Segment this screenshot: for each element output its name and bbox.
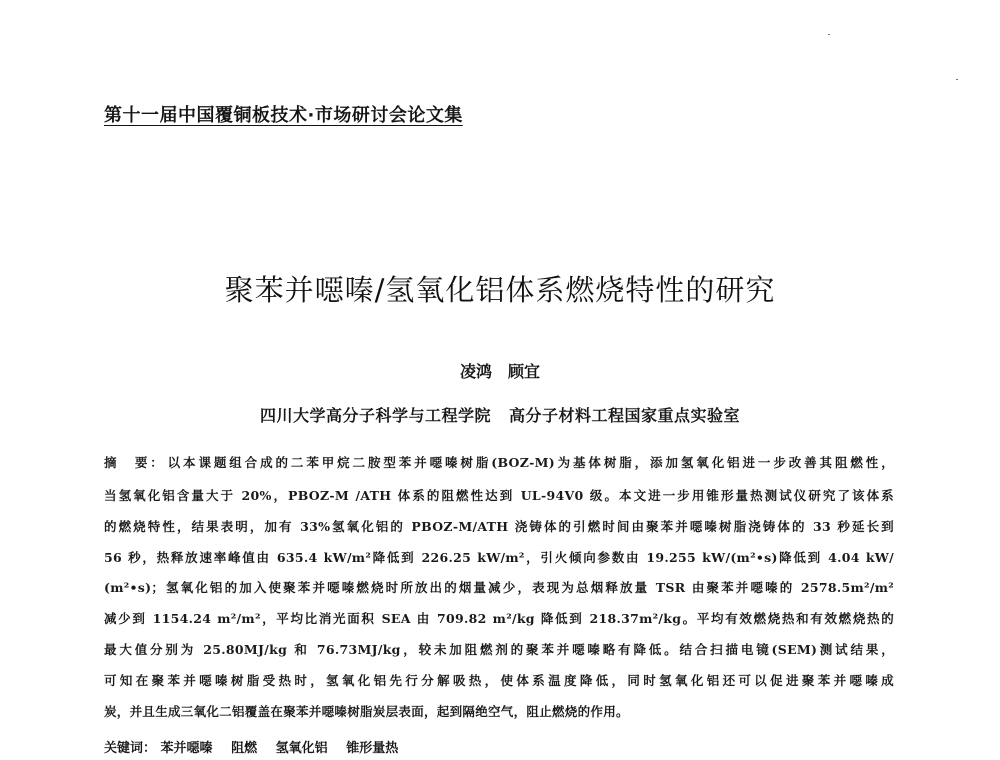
abstract-line: (m²•s)；氢氧化铝的加入使聚苯并噁嗪燃烧时所放出的烟量减少，表现为总烟释放量 TSR 由聚苯并噁嗪的 2578.5m²/m² [104,580,894,595]
abstract-line: 摘 要： 以本课题组合成的二苯甲烷二胺型苯并噁嗪树脂(BOZ-M)为基体树脂，添加氢氧化铝进一步改善其阻燃性， [104,455,894,470]
abstract-line: 56 秒，热释放速率峰值由 635.4 kW/m²降低到 226.25 kW/m²，引火倾向参数由 19.255 kW/(m²•s)降低到 4.04 kW/ [104,550,894,565]
keyword: 锥形量热 [346,741,399,756]
keyword: 阻燃 [231,741,258,756]
affiliation: 四川大学高分子科学与工程学院 [259,406,491,425]
abstract-line: 当氢氧化铝含量大于 20%，PBOZ-M /ATH 体系的阻燃性达到 UL-94V0 级。本文进一步用锥形量热测试仪研究了该体系 [104,488,894,503]
abstract-label: 摘 要： [104,455,166,470]
abstract-line: 最大值分别为 25.80MJ/kg 和 76.73MJ/kg，较未加阻燃剂的聚苯并噁嗪略有降低。结合扫描电镜(SEM)测试结果， [104,642,894,657]
scan-speck [956,79,958,80]
abstract-line: 可知在聚苯并噁嗪树脂受热时，氢氧化铝先行分解吸热，使体系温度降低，同时氢氧化铝还可以促进聚苯并噁嗪成 [104,673,894,688]
keyword: 苯并噁嗪 [160,741,213,756]
keywords [104,737,412,756]
proceedings-header: 第十一届中国覆铜板技术·市场研讨会论文集 [104,105,463,126]
keywords-label: 关键词： [104,741,157,756]
scan-speck [828,34,830,35]
paper-title: 聚苯并噁嗪/氢氧化铝体系燃烧特性的研究 [224,273,776,307]
author-name: 顾宜 [508,362,541,381]
affiliation-line [0,403,1000,426]
affiliation: 高分子材料工程国家重点实验室 [509,406,741,425]
abstract-line: 炭，并且生成三氧化二铝覆盖在聚苯并噁嗪树脂炭层表面，起到隔绝空气，阻止燃烧的作用。 [104,704,629,719]
abstract-line: 的燃烧特性，结果表明，加有 33%氢氧化铝的 PBOZ-M/ATH 浇铸体的引燃时间由聚苯并噁嗪树脂浇铸体的 33 秒延长到 [104,519,894,534]
keyword: 氢氧化铝 [275,741,328,756]
author-list [0,359,1000,382]
abstract-line: 减少到 1154.24 m²/m²，平均比消光面积 SEA 由 709.82 m²/kg 降低到 218.37m²/kg。平均有效燃烧热和有效燃烧热的 [104,611,894,626]
author-name: 凌鸿 [459,362,492,381]
